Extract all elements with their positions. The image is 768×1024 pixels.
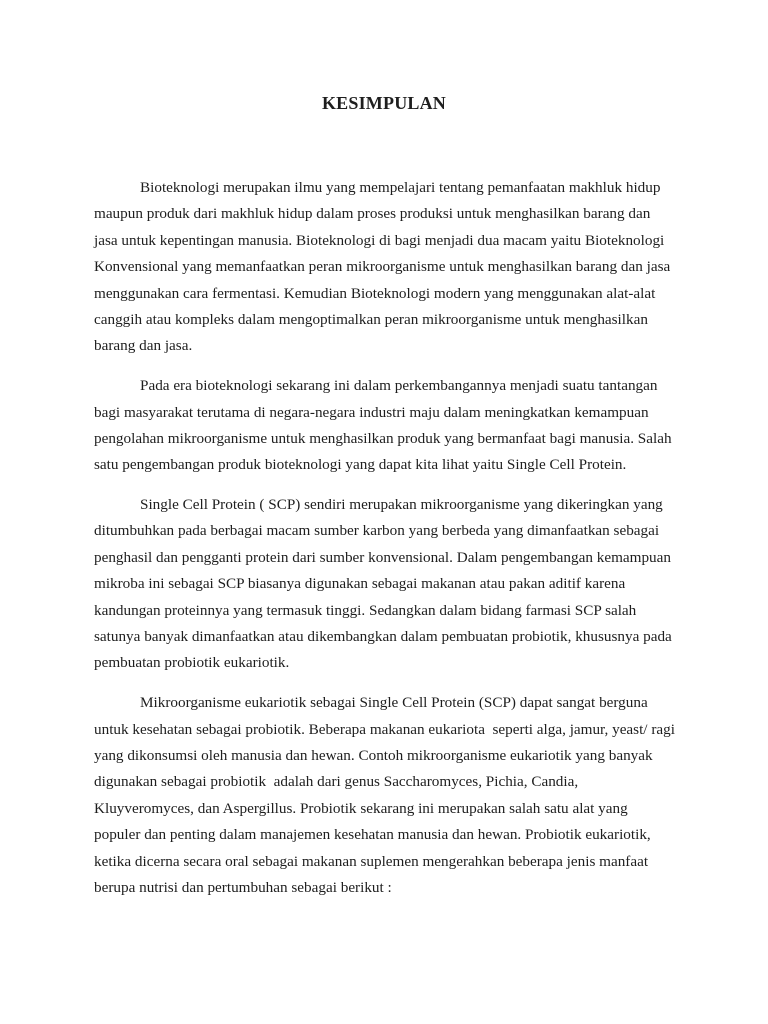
- paragraph-line: Konvensional yang memanfaatkan peran mikroorganisme untuk menghasilkan barang dan jasa: [94, 258, 671, 276]
- paragraph-line: pembuatan probiotik eukariotik.: [94, 654, 290, 672]
- paragraph-1: [94, 175, 694, 360]
- paragraph-line: Mikroorganisme eukariotik sebagai Single Cell Protein (SCP) dapat sangat berguna: [140, 694, 648, 712]
- paragraph-line: satunya banyak dimanfaatkan atau dikembangkan dalam pembuatan probiotik, khususnya pada: [94, 628, 672, 646]
- document-title: KESIMPULAN: [321, 93, 446, 113]
- paragraph-line: Kluyveromyces, dan Aspergillus. Probiotik sekarang ini merupakan salah satu alat yang: [94, 799, 628, 817]
- paragraph-line: satu pengembangan produk bioteknologi yang dapat kita lihat yaitu Single Cell Protein.: [94, 456, 627, 474]
- paragraph-line: mikroba ini sebagai SCP biasanya digunakan sebagai makanan atau pakan aditif karena: [94, 575, 626, 593]
- paragraph-line: Single Cell Protein ( SCP) sendiri merupakan mikroorganisme yang dikeringkan yang: [140, 496, 663, 514]
- paragraph-line: Bioteknologi merupakan ilmu yang mempelajari tentang pemanfaatan makhluk hidup: [140, 179, 661, 196]
- paragraph-line: maupun produk dari makhluk hidup dalam proses produksi untuk menghasilkan barang dan: [94, 205, 651, 223]
- paragraph-line: ketika dicerna secara oral sebagai makanan suplemen mengerahkan beberapa jenis manfaat: [94, 852, 649, 870]
- paragraph-line: bagi masyarakat terutama di negara-negara industri maju dalam meningkatkan kemampuan: [94, 403, 649, 421]
- paragraph-line: penghasil dan pengganti protein dari sumber konvensional. Dalam pengembangan kemampuan: [94, 548, 671, 566]
- paragraph-4: [94, 690, 694, 901]
- paragraph-line: ditumbuhkan pada berbagai macam sumber karbon yang berbeda yang dimanfaatkan sebagai: [94, 522, 660, 540]
- paragraph-line: menggunakan cara fermentasi. Kemudian Bioteknologi modern yang menggunakan alat-alat: [94, 284, 656, 302]
- paragraph-line: digunakan sebagai probiotik adalah dari genus Saccharomyces, Pichia, Candia,: [94, 773, 579, 791]
- paragraph-line: pengolahan mikroorganisme untuk menghasilkan produk yang bermanfaat bagi manusia. Salah: [94, 429, 672, 447]
- paragraph-line: populer dan penting dalam manajemen kesehatan manusia dan hewan. Probiotik eukariotik,: [94, 826, 651, 844]
- paragraph-2: [94, 373, 694, 479]
- paragraph-line: kandungan proteinnya yang termasuk tinggi. Sedangkan dalam bidang farmasi SCP salah: [94, 601, 637, 619]
- paragraph-line: untuk kesehatan sebagai probiotik. Beberapa makanan eukariota seperti alga, jamur, yeast/ ragi: [94, 720, 675, 738]
- paragraph-line: yang dikonsumsi oleh manusia dan hewan. Contoh mikroorganisme eukariotik yang banyak: [94, 746, 653, 764]
- paragraph-3: [94, 492, 694, 677]
- paragraph-line: barang dan jasa.: [94, 337, 193, 355]
- paragraph-line: berupa nutrisi dan pertumbuhan sebagai berikut :: [94, 878, 392, 896]
- document-body: [94, 175, 694, 915]
- paragraph-line: canggih atau kompleks dalam mengoptimalkan peran mikroorganisme untuk menghasilkan: [94, 310, 648, 328]
- paragraph-line: Pada era bioteknologi sekarang ini dalam perkembangannya menjadi suatu tantangan: [140, 377, 658, 395]
- paragraph-line: jasa untuk kepentingan manusia. Bioteknologi di bagi menjadi dua macam yaitu Bioteknologi: [94, 231, 665, 249]
